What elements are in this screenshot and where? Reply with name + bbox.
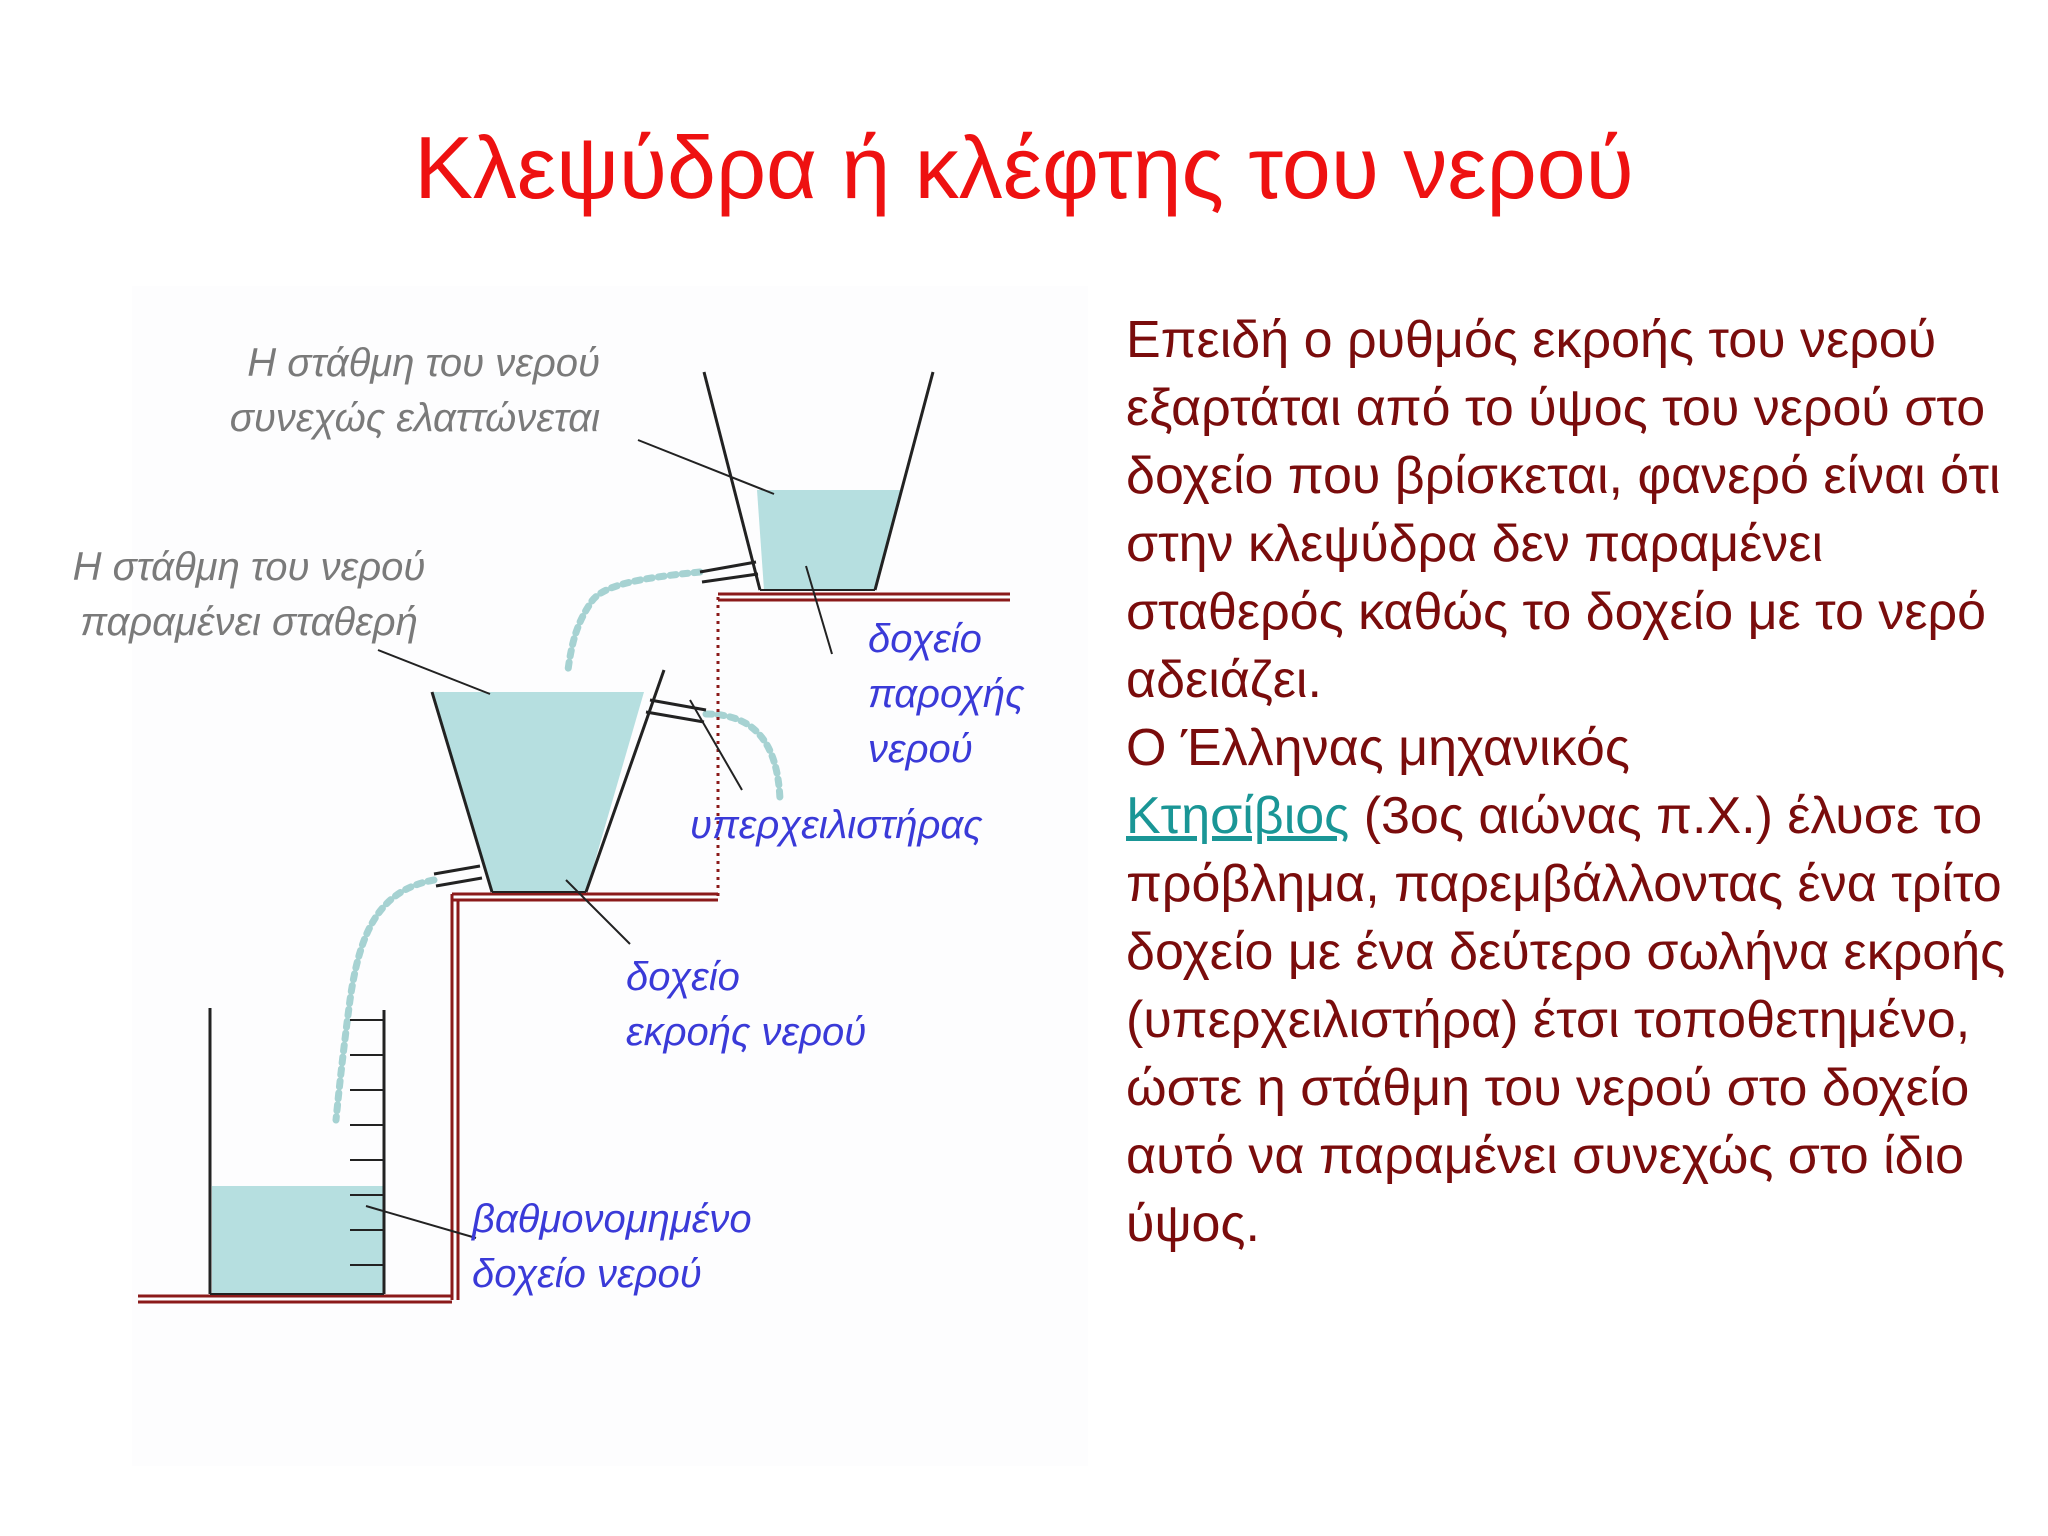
graduated-vessel [210, 1008, 384, 1294]
leader-level-decreasing [638, 440, 774, 494]
top-shelf [718, 594, 1010, 600]
label-supply-vessel: δοχείο παροχής νερού [868, 617, 1025, 771]
label-level-constant: Η στάθμη του νερού παραμένει σταθερή [72, 545, 426, 644]
outflow-vessel [432, 670, 706, 892]
explanation-text [1126, 306, 2026, 1258]
middle-shelf-support [452, 894, 458, 1300]
label-level-decreasing: Η στάθμη του νερού συνεχώς ελαττώνεται [229, 341, 600, 440]
bottom-shelf [138, 1296, 452, 1302]
label-overflow: υπερχειλιστήρας [690, 803, 983, 847]
label-outflow-vessel: δοχείο εκροής νερού [626, 955, 867, 1054]
leader-outflow-vessel [566, 880, 630, 944]
paragraph-2 [1126, 714, 2026, 1258]
ktesibios-link[interactable]: Κτησίβιος [1126, 787, 1350, 845]
paragraph-1: Επειδή ο ρυθμός εκροής του νερού εξαρτάται από το ύψος του νερού στο δοχείο που βρίσκεται, φανερό είναι ότι στην κλεψύδρα δεν παραμένει σταθερός καθώς το δοχείο με το νερό αδειάζει. [1126, 311, 2001, 709]
leader-level-constant [378, 650, 490, 694]
stream-supply-to-outflow [568, 572, 700, 670]
paragraph-2-start: Ο Έλληνας μηχανικός [1126, 719, 1630, 777]
label-graduated-vessel: βαθμονομημένο δοχείο νερού [472, 1197, 752, 1296]
paragraph-2-rest: (3ος αιώνας π.Χ.) έλυσε το πρόβλημα, παρεμβάλλοντας ένα τρίτο δοχείο με ένα δεύτερο σωλήνα εκροής (υπερχειλιστήρα) έτσι τοποθετημένο, ώστε η στάθμη του νερού στο δοχείο αυτό να παραμένει συνεχώς στο ίδιο ύψος. [1126, 787, 2006, 1253]
slide-title: Κλεψύδρα ή κλέφτης του νερού [414, 118, 1634, 217]
supply-vessel [700, 372, 933, 590]
